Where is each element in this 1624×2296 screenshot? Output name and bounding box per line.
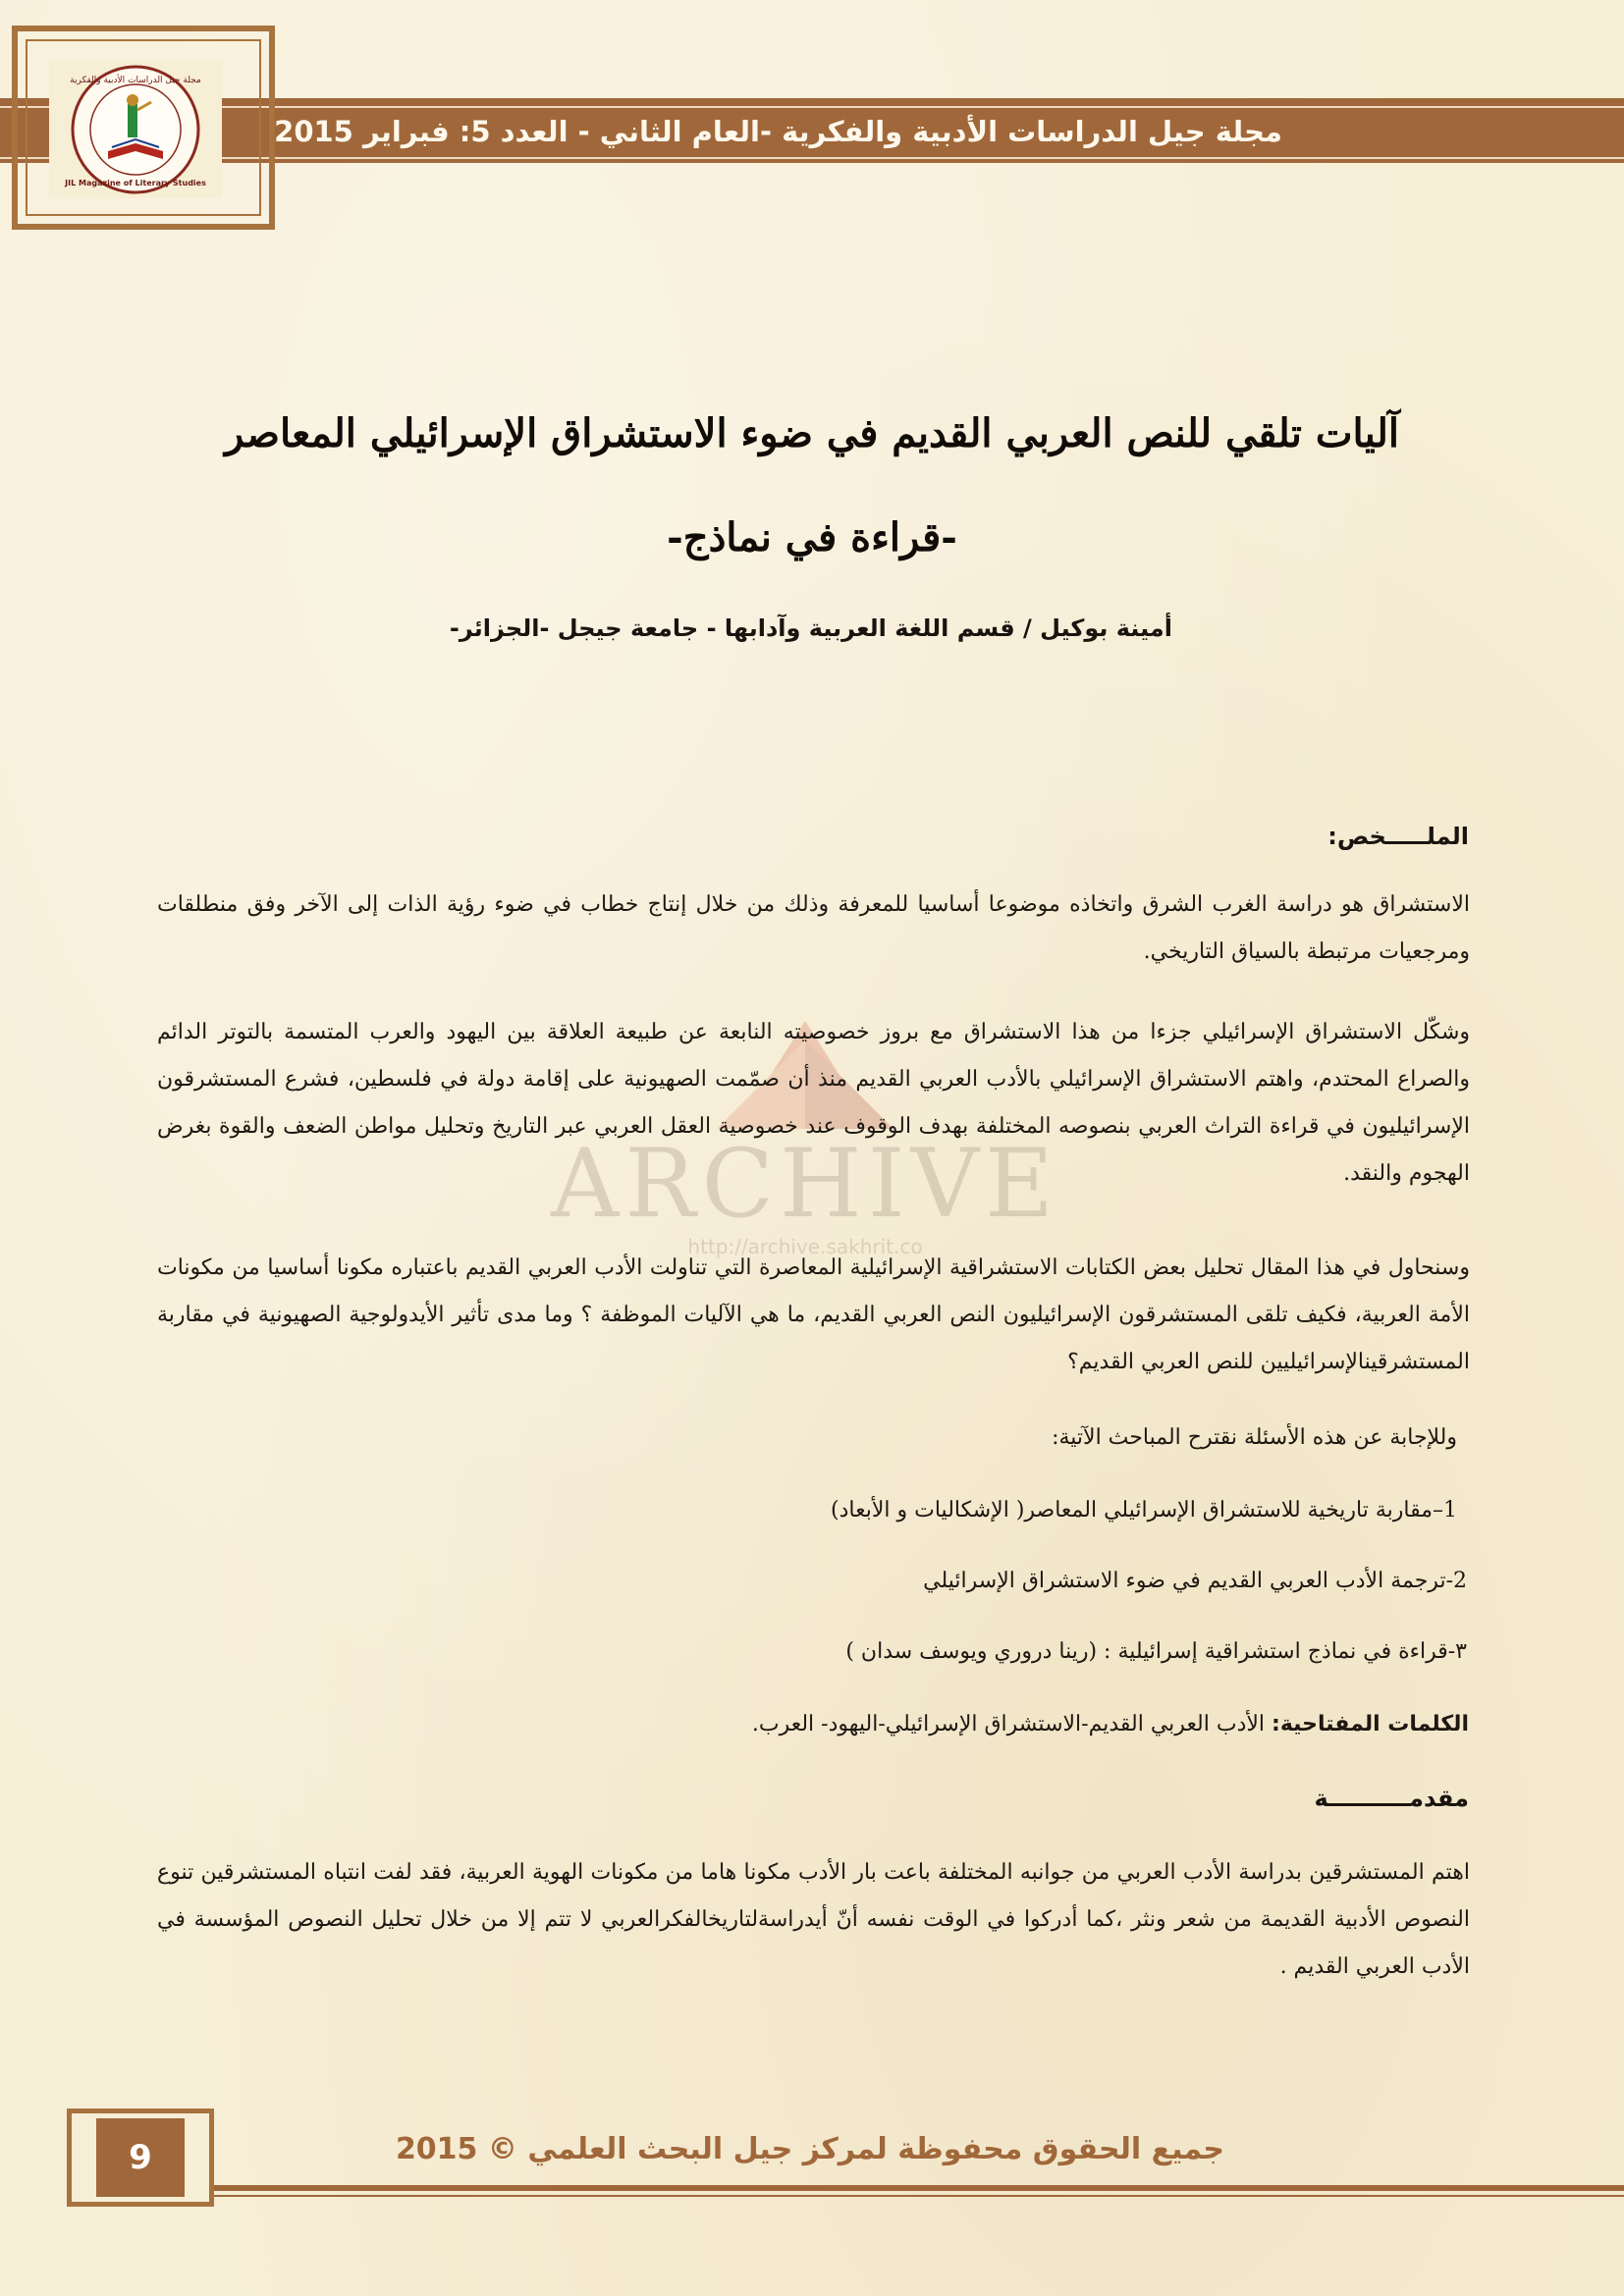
footer-rule-thin xyxy=(69,2195,1624,2197)
introduction-paragraph: اهتم المستشرقين بدراسة الأدب العربي من جوانبه المختلفة باعت بار الأدب مكونا هاما من مكونات الهوية العربية، فقد لفت انتباه المستشرقين تنوع النصوص الأدبية القديمة من شعر ونثر ،كما أدركوا في الوقت نفسه أنّ أيدراسةلتاريخالفكرالعربي لا تتم إلا من خلال تحليل النصوص المؤسسة في الأدب العربي القديم . xyxy=(157,1860,1470,1979)
keywords-line xyxy=(752,1712,1469,1736)
article-subtitle: -قراءة في نماذج- xyxy=(667,514,957,561)
logo-arabic-text: مجلة جيل الدراسات الأدبية والفكرية xyxy=(70,76,201,85)
section-item-3: ٣-قراءة في نماذج استشراقية إسرائيلية : (رينا دروري ويوسف سدان ) xyxy=(845,1639,1467,1664)
abstract-heading: الملـــــخص: xyxy=(1327,823,1469,850)
keywords-text: الأدب العربي القديم-الاستشراق الإسرائيلي-اليهود- العرب. xyxy=(751,1712,1272,1736)
questions-intro: وللإجابة عن هذه الأسئلة نقترح المباحث الآتية: xyxy=(1052,1425,1457,1450)
copyright-notice: جميع الحقوق محفوظة لمركز جيل البحث العلمي © 2015 xyxy=(395,2132,1225,2166)
logo-english-text: JIL Magazine of Literary Studies xyxy=(65,179,206,187)
footer-rule xyxy=(69,2185,1624,2191)
section-item-1: 1–مقاربة تاريخية للاستشراق الإسرائيلي المعاصر( الإشكاليات و الأبعاد) xyxy=(831,1498,1457,1522)
abstract-paragraph-2: وشكّل الاستشراق الإسرائيلي جزءا من هذا الاستشراق مع بروز خصوصيته النابعة عن طبيعة العلاقة بين اليهود والعرب المتسمة بالتوتر الدائم والصراع المحتدم، واهتم الاستشراق الإسرائيلي بالأدب العربي القديم منذ أن صمّمت الصهيونية على إقامة دولة في فلسطين، فشرع المستشرقون الإسرائيليون في قراءة التراث العربي بنصوصه المختلفة بهدف الوقوف عند خصوصية العقل العربي عبر التاريخ وتحليل مواطن الضعف والقوة بغرض الهجوم والنقد. xyxy=(157,1020,1470,1186)
journal-logo xyxy=(49,61,222,198)
section-item-2: 2-ترجمة الأدب العربي القديم في ضوء الاستشراق الإسرائيلي xyxy=(923,1569,1467,1593)
page-number: 9 xyxy=(96,2118,185,2197)
watermark-text: ARCHIVE xyxy=(550,1129,1060,1239)
abstract-paragraph-3: وسنحاول في هذا المقال تحليل بعض الكتابات الاستشراقية الإسرائيلية المعاصرة التي تناولت الأدب العربي القديم باعتباره مكونا أساسيا من مكونات الأمة العربية، فكيف تلقى المستشرقون الإسرائيليون النص العربي القديم، ما هي الآليات الموظفة ؟ وما مدى تأثير الأيدولوجية الصهيونية في مقاربة المستشرقينالإسرائيليين للنص العربي القديم؟ xyxy=(157,1255,1470,1374)
introduction-heading: مقدمــــــــــة xyxy=(1314,1785,1469,1812)
keywords-label: الكلمات المفتاحية: xyxy=(1272,1712,1469,1736)
watermark-url: http://archive.sakhrit.co xyxy=(687,1235,923,1258)
article-author: أمينة بوكيل / قسم اللغة العربية وآدابها - جامعة جيجل -الجزائر- xyxy=(449,614,1172,642)
article-title: آليات تلقي للنص العربي القديم في ضوء الاستشراق الإسرائيلي المعاصر xyxy=(224,410,1400,456)
abstract-paragraph-1: الاستشراق هو دراسة الغرب الشرق واتخاذه موضوعا أساسيا للمعرفة وذلك من خلال إنتاج خطاب في ضوء رؤية الذات إلى الآخر وفق منطلقات ومرجعيات مرتبطة بالسياق التاريخي. xyxy=(157,892,1470,964)
journal-header-title: مجلة جيل الدراسات الأدبية والفكرية -العام الثاني - العدد 5: فبراير 2015 xyxy=(274,115,1282,148)
